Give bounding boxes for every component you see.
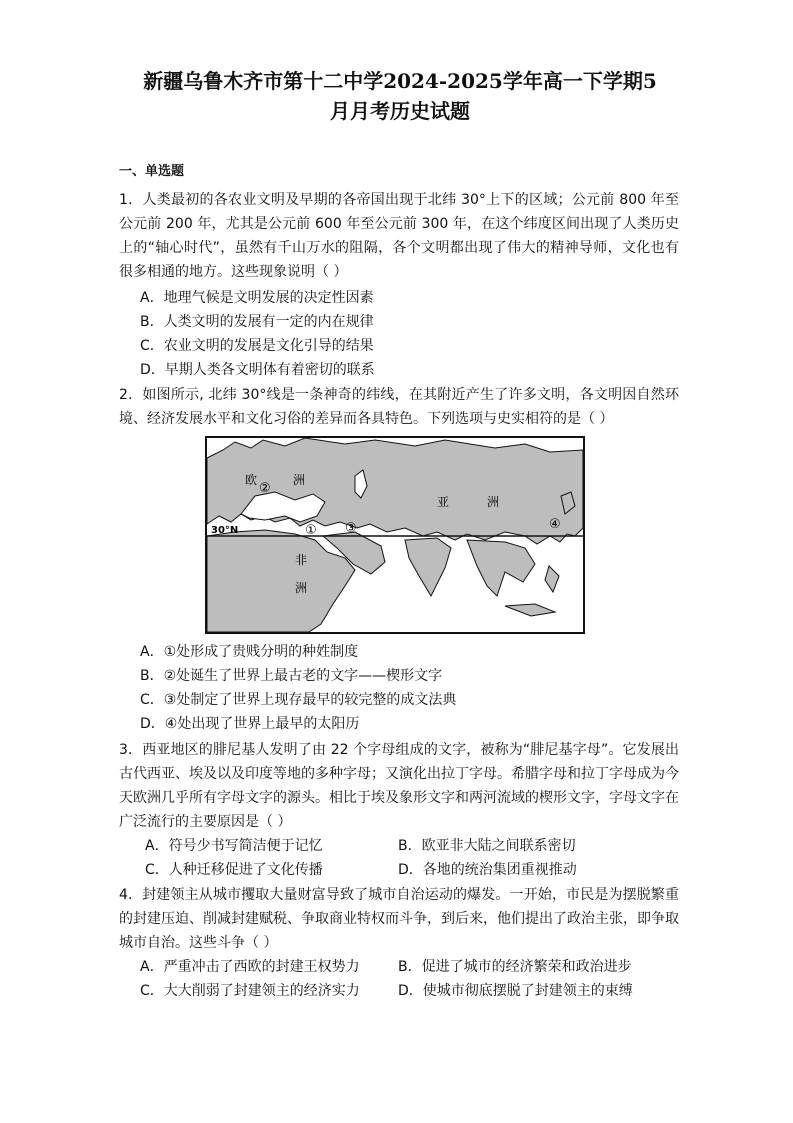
q3-option-a[interactable]: A．符号少书写简洁便于记忆 — [145, 838, 323, 854]
exam-title — [100, 66, 700, 126]
marker-3: ③ — [345, 521, 357, 536]
question-3-stem: 3．西亚地区的腓尼基人发明了由 22 个字母组成的文字，被称为“腓尼基字母”。它发展出古代西亚、埃及以及印度等地的多种字母；又演化出拉丁字母。希腊字母和拉丁字母成为今天欧洲几乎所有字母文字的源头。相比于埃及象形文字和两河流域的楔形文字，字母文字在广泛流行的主要原因是（ ） — [119, 742, 679, 830]
label-europe-1: 欧 — [245, 473, 258, 487]
label-africa-2: 洲 — [295, 581, 308, 595]
question-2-stem: 2．如图所示, 北纬 30°线是一条神奇的纬线，在其附近产生了许多文明，各文明因自然环境、经济发展水平和文化习俗的差异而各具特色。下列选项与史实相符的是（ ） — [119, 387, 679, 427]
marker-2: ② — [259, 481, 271, 496]
q1-option-b[interactable]: B．人类文明的发展有一定的内在规律 — [140, 314, 374, 330]
q4-option-d[interactable]: D．使城市彻底摆脱了封建领主的束缚 — [398, 983, 633, 999]
q1-option-a[interactable]: A．地理气候是文明发展的决定性因素 — [140, 290, 374, 306]
q2-option-b[interactable]: B．②处诞生了世界上最古老的文字——楔形文字 — [140, 668, 443, 684]
q1-option-c[interactable]: C．农业文明的发展是文化引导的结果 — [140, 338, 374, 354]
q1-option-d[interactable]: D．早期人类各文明体有着密切的联系 — [140, 362, 375, 378]
label-asia-2: 洲 — [487, 495, 500, 509]
world-map-30n — [205, 436, 585, 634]
exam-title-line1: 新疆乌鲁木齐市第十二中学2024-2025学年高一下学期5 — [143, 69, 657, 93]
question-4-stem: 4．封建领主从城市攫取大量财富导致了城市自治运动的爆发。一开始，市民是为摆脱繁重的封建压迫、削减封建赋税、争取商业特权而斗争，到后来，他们提出了政治主张，即争取城市自治。这些斗争（ ） — [119, 887, 679, 951]
q4-option-b[interactable]: B．促进了城市的经济繁荣和政治进步 — [398, 959, 632, 975]
marker-1: ① — [305, 523, 317, 538]
marker-4: ④ — [549, 517, 561, 532]
q4-option-c[interactable]: C．大大削弱了封建领主的经济实力 — [140, 983, 360, 999]
q4-option-a[interactable]: A．严重冲击了西欧的封建王权势力 — [140, 959, 360, 975]
q3-option-b[interactable]: B．欧亚非大陆之间联系密切 — [398, 838, 576, 854]
q2-option-d[interactable]: D．④处出现了世界上最早的太阳历 — [140, 716, 360, 732]
label-europe-2: 洲 — [293, 473, 306, 487]
label-asia-1: 亚 — [437, 495, 450, 509]
q3-option-d[interactable]: D．各地的统治集团重视推动 — [398, 862, 577, 878]
section-heading: 一、单选题 — [119, 164, 185, 179]
q2-option-a[interactable]: A．①处形成了贵贱分明的种姓制度 — [140, 644, 359, 660]
question-1-stem: 1．人类最初的各农业文明及早期的各帝国出现于北纬 30°上下的区域；公元前 800 年至公元前 200 年，尤其是公元前 600 年至公元前 300 年，在这个纬度区间出现了人类历史上的“轴心时代”，虽然有千山万水的阻隔，各个文明都出现了伟大的精神导师，文化也有很多相通的地方。这些现象说明（ ） — [119, 192, 679, 280]
exam-title-line2: 月月考历史试题 — [330, 99, 470, 123]
label-africa-1: 非 — [295, 553, 308, 567]
q3-option-c[interactable]: C．人种迁移促进了文化传播 — [145, 862, 323, 878]
q2-option-c[interactable]: C．③处制定了世界上现存最早的较完整的成文法典 — [140, 692, 457, 708]
label-30n: 30°N — [211, 525, 239, 536]
